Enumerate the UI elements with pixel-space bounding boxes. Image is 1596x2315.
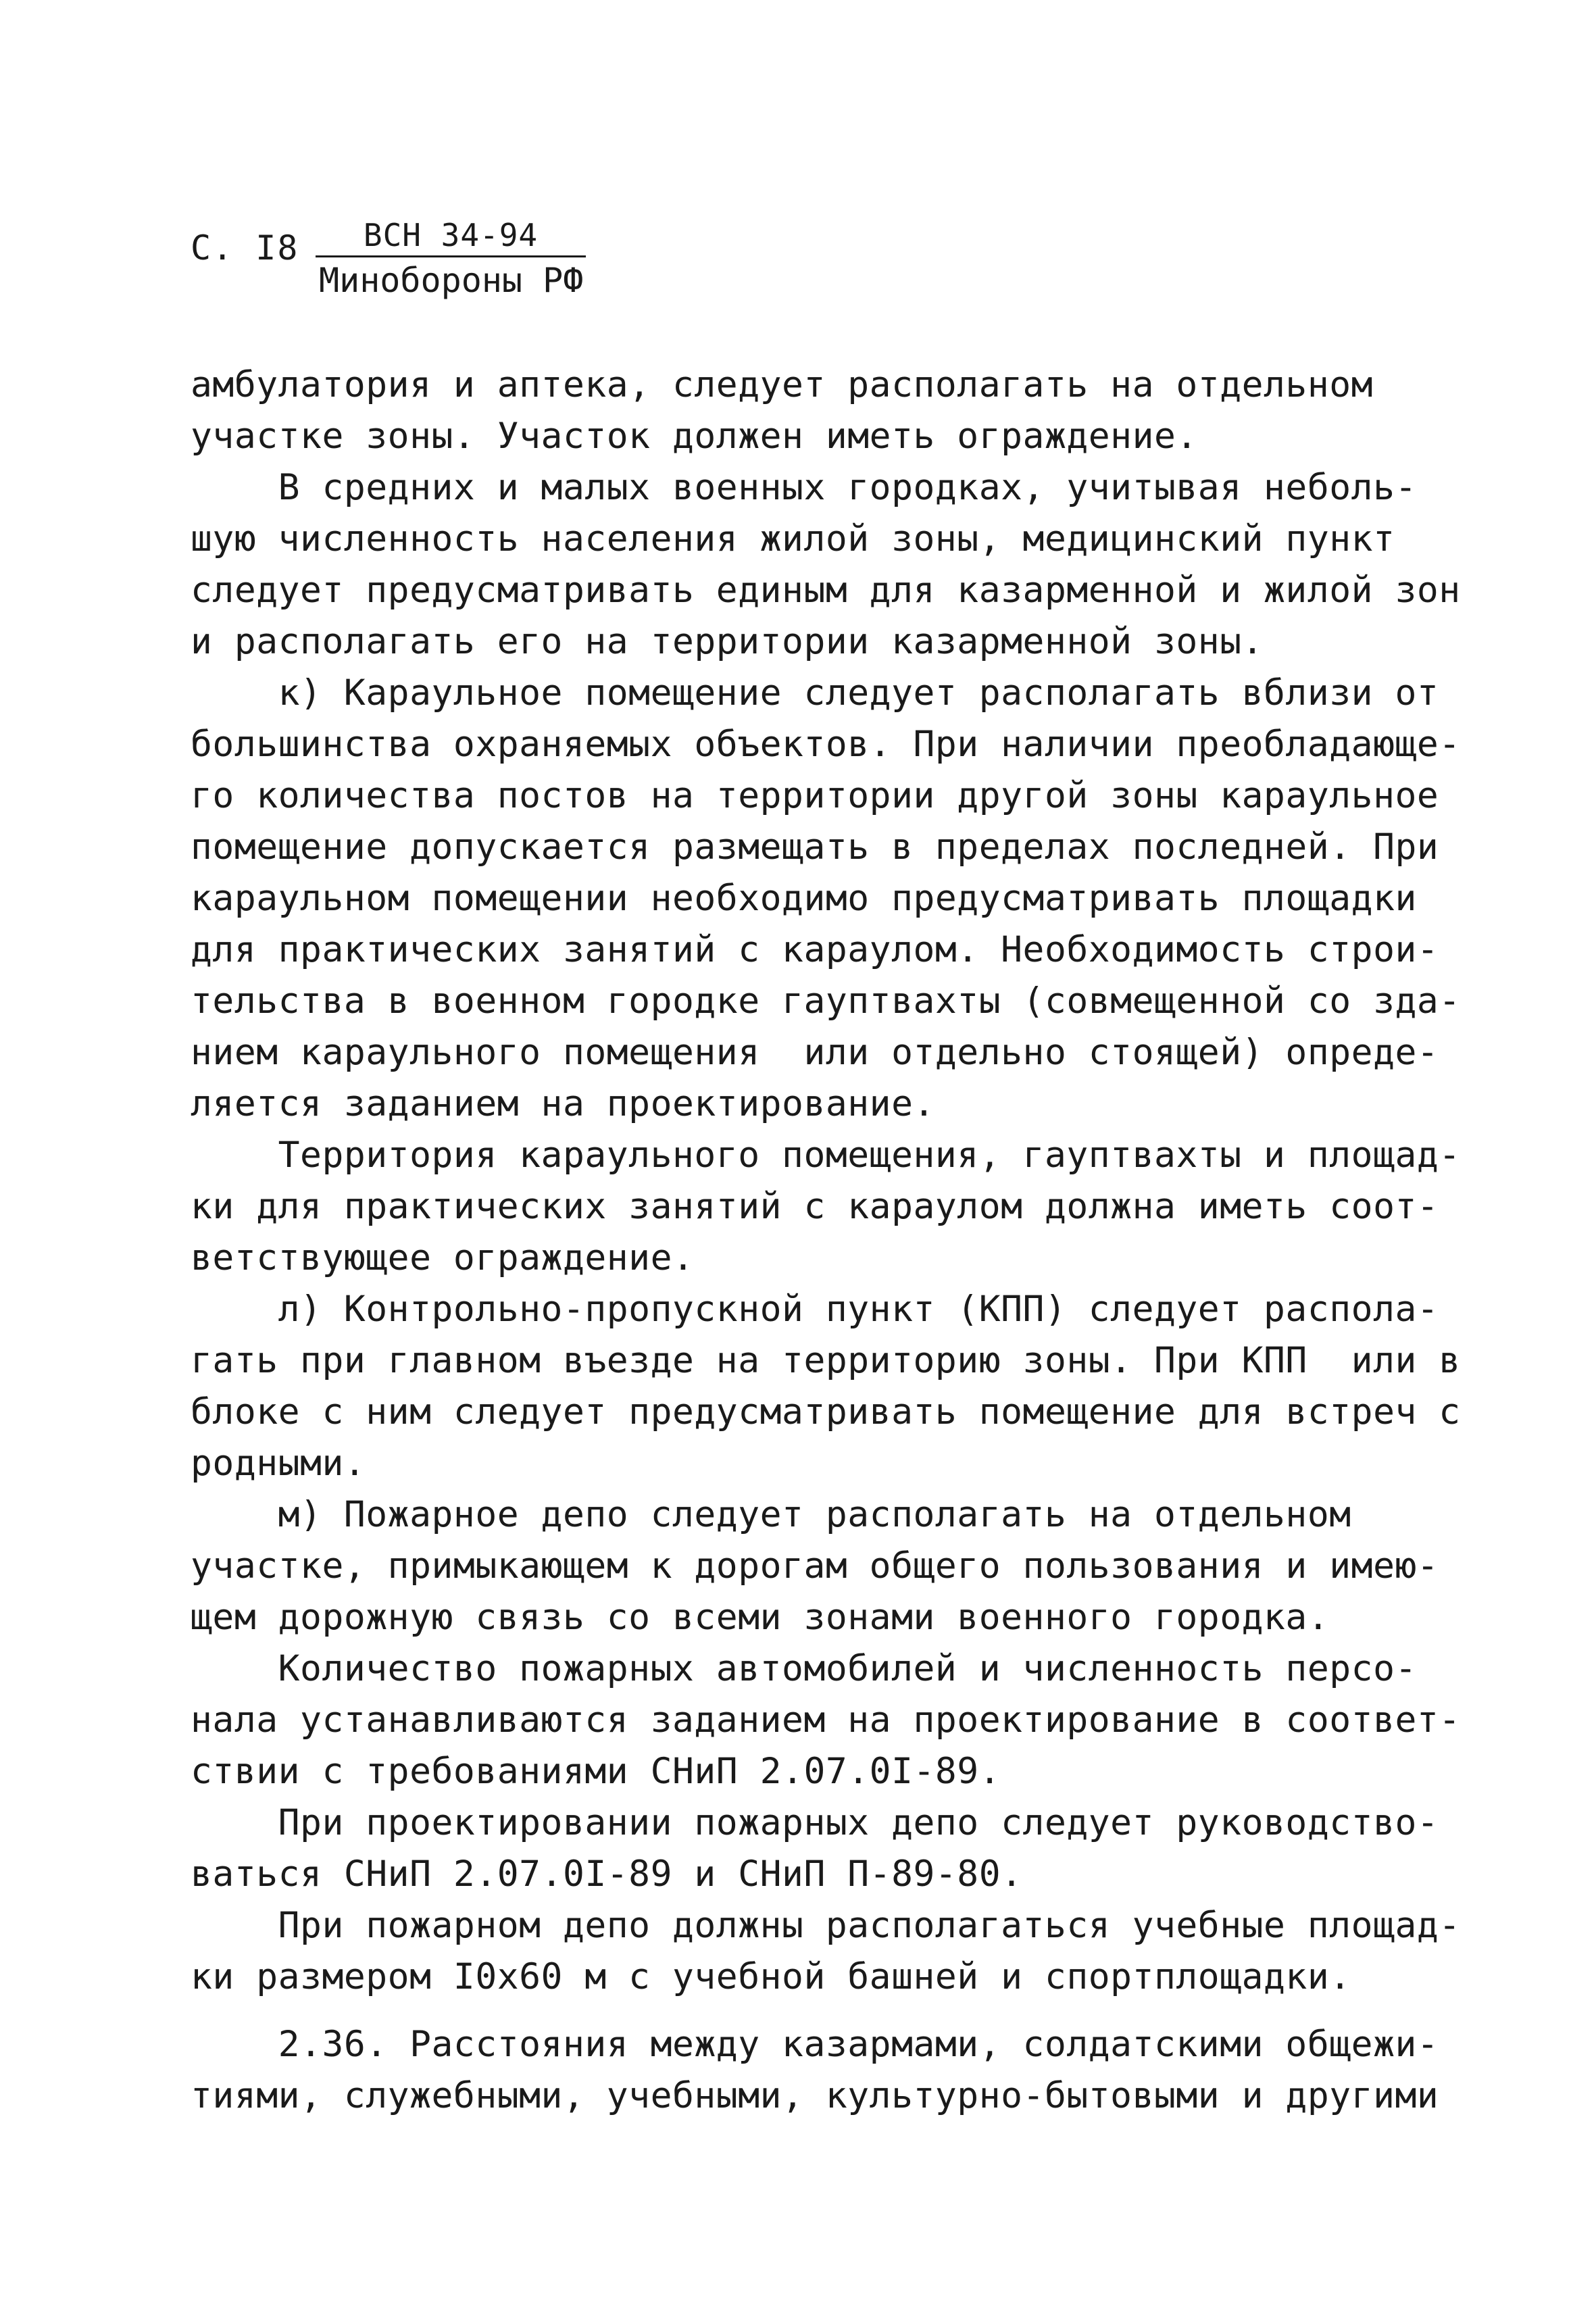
text-line: тельства в военном городке гауптвахты (совмещенной со зда-: [191, 980, 1461, 1022]
text-line: Количество пожарных автомобилей и численность персо-: [191, 1648, 1417, 1689]
text-line: следует предусматривать единым для казарменной и жилой зон: [191, 570, 1461, 611]
text-line: В средних и малых военных городках, учитывая неболь-: [191, 467, 1417, 508]
text-line: тиями, служебными, учебными, культурно-бытовыми и другими: [191, 2075, 1439, 2116]
text-line: ляется заданием на проектирование.: [191, 1083, 935, 1124]
text-line: ветствующее ограждение.: [191, 1237, 695, 1278]
text-line: родными.: [191, 1443, 366, 1484]
text-line: 2.36. Расстояния между казармами, солдатскими общежи-: [191, 2024, 1439, 2065]
body-text: [191, 359, 1461, 2122]
text-line: ки для практических занятий с караулом должна иметь соот-: [191, 1186, 1439, 1227]
text-line: для практических занятий с караулом. Необходимость строи-: [191, 929, 1439, 970]
text-line: участке, примыкающем к дорогам общего пользования и имею-: [191, 1545, 1439, 1587]
text-line: амбулатория и аптека, следует располагать на отдельном: [191, 364, 1374, 405]
issuing-organization: Минобороны РФ: [319, 261, 584, 300]
text-line: и располагать его на территории казарменной зоны.: [191, 621, 1264, 662]
paragraph-gap: [191, 2003, 1447, 2019]
text-line: Территория караульного помещения, гауптвахты и площад-: [191, 1135, 1461, 1176]
text-line: большинства охраняемых объектов. При наличии преобладающе-: [191, 724, 1461, 765]
text-line: ваться СНиП 2.07.0I-89 и СНиП П-89-80.: [191, 1853, 1023, 1895]
text-line: гать при главном въезде на территорию зоны. При КПП или в: [191, 1340, 1461, 1381]
text-line: ствии с требованиями СНиП 2.07.0I-89.: [191, 1751, 1001, 1792]
text-line: нием караульного помещения или отдельно стоящей) опреде-: [191, 1032, 1439, 1073]
text-line: л) Контрольно-пропускной пункт (КПП) следует распола-: [191, 1289, 1439, 1330]
text-line: го количества постов на территории другой зоны караульное: [191, 775, 1439, 816]
text-line: участке зоны. Участок должен иметь ограждение.: [191, 416, 1198, 457]
text-line: При пожарном депо должны располагаться учебные площад-: [191, 1905, 1461, 1946]
text-line: При проектировании пожарных депо следует руководство-: [191, 1802, 1439, 1843]
text-line: нала устанавливаются заданием на проектирование в соответ-: [191, 1699, 1461, 1741]
text-line: караульном помещении необходимо предусматривать площадки: [191, 878, 1417, 919]
text-line: ки размером I0х60 м с учебной башней и спортплощадки.: [191, 1956, 1351, 1997]
document-code: ВСН 34-94: [316, 215, 586, 257]
page-number: С. I8: [191, 228, 299, 268]
text-line: шую численность населения жилой зоны, медицинский пункт: [191, 518, 1395, 559]
text-line: помещение допускается размещать в пределах последней. При: [191, 826, 1439, 868]
text-line: щем дорожную связь со всеми зонами военного городка.: [191, 1597, 1330, 1638]
page-header: [191, 215, 799, 316]
text-line: м) Пожарное депо следует располагать на отдельном: [191, 1494, 1351, 1535]
text-line: блоке с ним следует предусматривать помещение для встреч с: [191, 1391, 1461, 1433]
text-line: к) Караульное помещение следует располагать вблизи от: [191, 672, 1439, 714]
